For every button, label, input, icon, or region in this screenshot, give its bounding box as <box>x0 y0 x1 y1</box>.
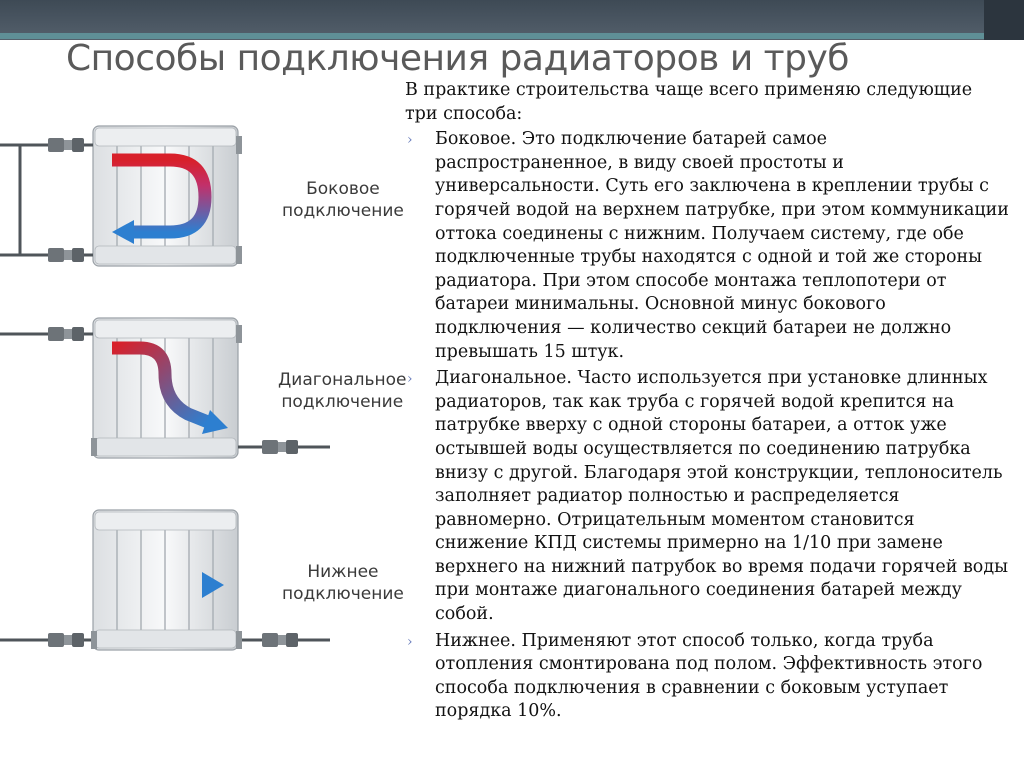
radiator-side <box>0 126 242 266</box>
bullet-bottom <box>405 630 1010 724</box>
bullet-bottom-text: Нижнее. Применяют этот способ только, когда труба отопления смонтирована под полом. Эффективность этого способа подключения в сравнении с боковым уступает порядка 10%. <box>435 630 983 722</box>
bullet-marker-icon: › <box>407 371 413 388</box>
radiator-diagram <box>0 112 420 672</box>
bullet-side-text: Боковое. Это подключение батарей самое распространенное, в виду своей простоты и универсальности. Суть его заключена в креплении трубы с горячей водой на верхнем патрубке, при этом коммуникации оттока соединены с нижним. Получаем систему, где обе подключенные трубы находятся с одной и той же стороны радиатора. При этом способе монтажа теплопотери от батареи минимальны. Основной минус бокового подключения — количество секций батареи не должно превышать 15 штук. <box>435 129 1009 362</box>
bottom-label-line2: подключение <box>282 584 404 604</box>
header-bar <box>0 0 1024 40</box>
bullet-diagonal-text: Диагональное. Часто используется при установке длинных радиаторов, так как труба с горячей водой крепится на патрубке вверху с одной стороны батареи, а отток уже остывшей воды осуществляется по соединению патрубка внизу с другой. Благодаря этой конструкции, теплоноситель заполняет радиатор полностью и распределяется равномерно. Отрицательным моментом становится снижение КПД системы примерно на 1/10 при замене верхнего на нижний патрубок во время подачи горячей воды при монтаже диагонального соединения батарей между собой. <box>435 368 1009 625</box>
bullet-marker-icon: › <box>407 132 413 149</box>
diagonal-label-line2: подключение <box>281 392 404 412</box>
bullet-marker-icon: › <box>407 633 413 650</box>
intro-paragraph: В практике строительства чаще всего применяю следующие три способа: <box>405 80 973 124</box>
bottom-label-line1: Нижнее <box>307 562 379 582</box>
diagonal-connection-label <box>278 369 406 413</box>
side-label-line2: подключение <box>282 201 404 221</box>
text-panel <box>405 79 1010 727</box>
radiator-bottom <box>0 510 330 650</box>
bottom-connection-label <box>282 561 404 605</box>
diagonal-label-line1: Диагональное <box>278 370 407 390</box>
bullet-diagonal <box>405 367 1010 627</box>
side-connection-label <box>282 178 404 222</box>
corner-tab <box>984 0 1024 40</box>
side-label-line1: Боковое <box>306 179 380 199</box>
bullet-side <box>405 128 1010 364</box>
slide-title: Способы подключения радиаторов и труб <box>66 38 850 79</box>
